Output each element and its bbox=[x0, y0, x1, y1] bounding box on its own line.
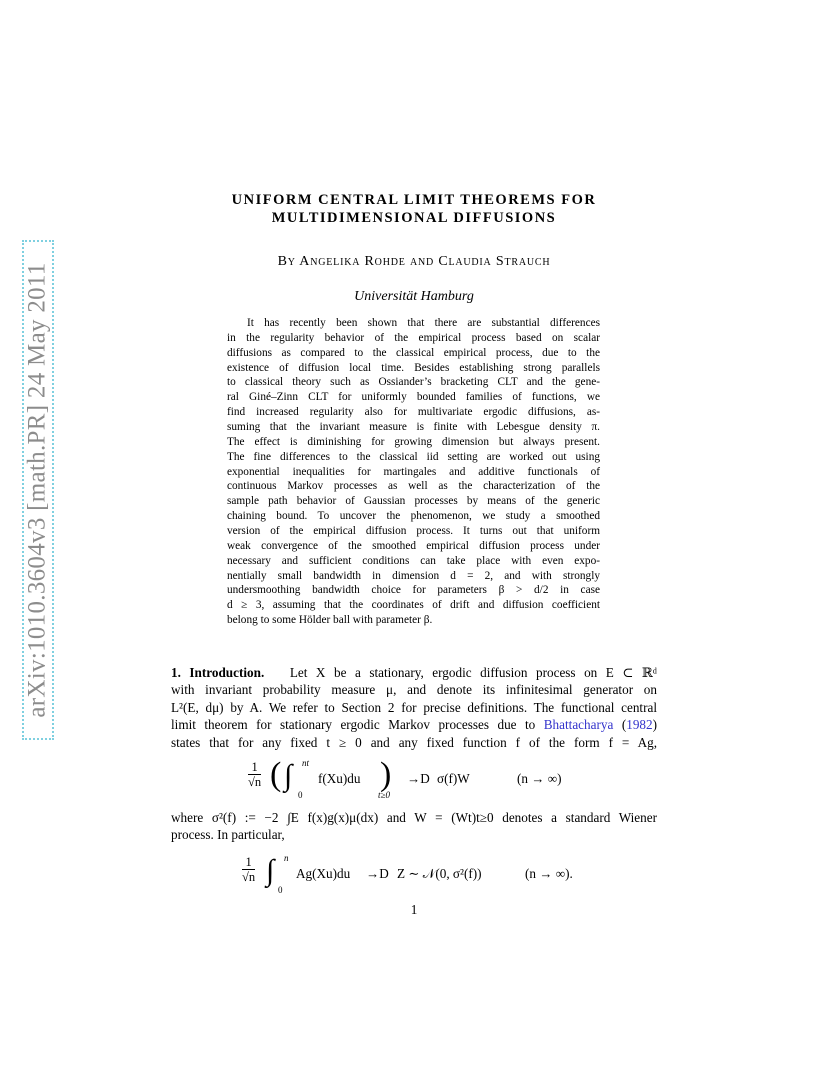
eq2-lower-limit: 0 bbox=[278, 885, 283, 895]
intro-line: process. In particular, bbox=[171, 827, 285, 843]
eq2-integral-sign: ∫ bbox=[266, 854, 275, 887]
eq2-fraction bbox=[242, 855, 255, 884]
abstract-line: chaining bound. To uncover the phenomenon, we study a smoothed bbox=[227, 510, 600, 523]
equation-2 bbox=[242, 851, 602, 897]
abstract-line: The effect is diminishing for growing dimension but always present. bbox=[227, 435, 600, 448]
citation-year-link[interactable]: 1982 bbox=[626, 717, 653, 733]
eq1-denominator: √n bbox=[248, 775, 262, 789]
abstract-line: belong to some Hölder ball with parameter β. bbox=[227, 614, 433, 627]
section-heading: 1. Introduction. bbox=[171, 665, 265, 680]
abstract-line: ral Giné–Zinn CLT for uniformly bounded families of functions, we bbox=[227, 391, 600, 404]
authors: By Angelika Rohde and Claudia Strauch bbox=[277, 254, 551, 269]
introduction bbox=[171, 664, 657, 751]
arxiv-stamp bbox=[22, 240, 54, 740]
eq1-integrand: f(Xu)du bbox=[318, 771, 361, 786]
eq1-arrow: →D bbox=[407, 771, 430, 786]
abstract-line: sample path behavior of Gaussian processes by means of the generic bbox=[227, 495, 600, 508]
eq1-condition: (n → ∞) bbox=[517, 771, 562, 786]
abstract-line: version of the empirical diffusion process. It turns out that uniform bbox=[227, 525, 600, 538]
eq2-integrand: Ag(Xu)du bbox=[296, 866, 351, 881]
abstract-line: necessary and sufficient conditions can take place with even expo- bbox=[227, 554, 600, 567]
intro-line: where σ²(f) := −2 ∫E f(x)g(x)μ(dx) and W = (Wt)t≥0 denotes a standard Wiener bbox=[171, 810, 657, 825]
eq2-arrow: →D bbox=[366, 866, 389, 881]
eq2-upper-limit: n bbox=[284, 853, 289, 863]
equation-1 bbox=[248, 756, 608, 802]
intro-line: with invariant probability measure μ, and denote its infinitesimal generator on bbox=[171, 682, 657, 698]
eq2-rhs: Z ∼ 𝒩(0, σ²(f)) bbox=[397, 866, 482, 881]
intro-continued bbox=[171, 809, 657, 844]
eq1-subscript: t≥0 bbox=[378, 790, 390, 800]
eq1-lower-limit: 0 bbox=[298, 790, 303, 800]
intro-line: limit theorem for stationary ergodic Markov processes due to Bhattacharya (1982) bbox=[171, 717, 657, 733]
abstract-line: The fine differences to the classical iid setting are worked out using bbox=[227, 450, 600, 463]
intro-line-text: limit theorem for stationary ergodic Markov processes due to bbox=[171, 717, 536, 733]
eq1-fraction bbox=[248, 760, 261, 789]
eq2-denominator: √n bbox=[242, 870, 256, 884]
abstract-line: nentially small bandwidth in dimension d = 2, and with strongly bbox=[227, 569, 600, 582]
eq1-right-paren: ) bbox=[380, 756, 392, 793]
abstract-line: existence of diffusion local time. Besides establishing strong parallels bbox=[227, 361, 600, 374]
eq1-rhs: σ(f)W bbox=[437, 771, 470, 786]
arxiv-stamp-text: arXiv:1010.3604v3 [math.PR] 24 May 2011 bbox=[24, 262, 51, 718]
eq1-integral-sign: ∫ bbox=[284, 759, 293, 792]
eq2-condition: (n → ∞). bbox=[525, 866, 573, 881]
affiliation: Universität Hamburg bbox=[354, 289, 474, 304]
eq1-numerator: 1 bbox=[248, 760, 261, 775]
eq1-left-paren: ( bbox=[270, 756, 282, 793]
eq1-upper-limit: nt bbox=[302, 758, 310, 768]
abstract-line: weak convergence of the smoothed empirical diffusion process under bbox=[227, 539, 600, 552]
abstract-line: diffusions as compared to the classical empirical process, due to the bbox=[227, 346, 600, 359]
title-line-2: MULTIDIMENSIONAL DIFFUSIONS bbox=[271, 210, 557, 226]
eq2-numerator: 1 bbox=[242, 855, 255, 870]
intro-line bbox=[171, 664, 657, 681]
page-number: 1 bbox=[410, 902, 418, 917]
abstract-line: continuous Markov processes as well as the characterization of the bbox=[227, 480, 600, 493]
abstract bbox=[227, 316, 600, 628]
paper-title bbox=[170, 191, 658, 227]
abstract-line: to classical theory such as Ossiander’s bracketing CLT and the gene- bbox=[227, 376, 600, 389]
abstract-line: suming that the invariant measure is finite with Lebesgue density π. bbox=[227, 421, 600, 434]
intro-line: L²(E, dμ) by A. We refer to Section 2 for precise definitions. The functional central bbox=[171, 699, 657, 715]
intro-line: states that for any fixed t ≥ 0 and any fixed function f of the form f = Ag, bbox=[171, 734, 657, 750]
title-line-1: UNIFORM CENTRAL LIMIT THEOREMS FOR bbox=[231, 192, 597, 208]
intro-line-text: Let X be a stationary, ergodic diffusion process on E ⊂ ℝᵈ bbox=[289, 665, 657, 680]
abstract-line: find increased regularity also for multivariate ergodic diffusions, as- bbox=[227, 406, 600, 419]
abstract-line: exponential inequalities for martingales and additive functionals of bbox=[227, 465, 600, 478]
citation-author-link[interactable]: Bhattacharya bbox=[543, 717, 614, 733]
abstract-line: It has recently been shown that there are substantial differences bbox=[247, 317, 600, 329]
abstract-line: undersmoothing bandwidth choice for parameters β > d/2 in case bbox=[227, 584, 600, 597]
abstract-line: in the regularity behavior of the empirical process based on scalar bbox=[227, 331, 600, 344]
abstract-line: d ≥ 3, assuming that the coordinates of drift and diffusion coefficient bbox=[227, 599, 600, 612]
